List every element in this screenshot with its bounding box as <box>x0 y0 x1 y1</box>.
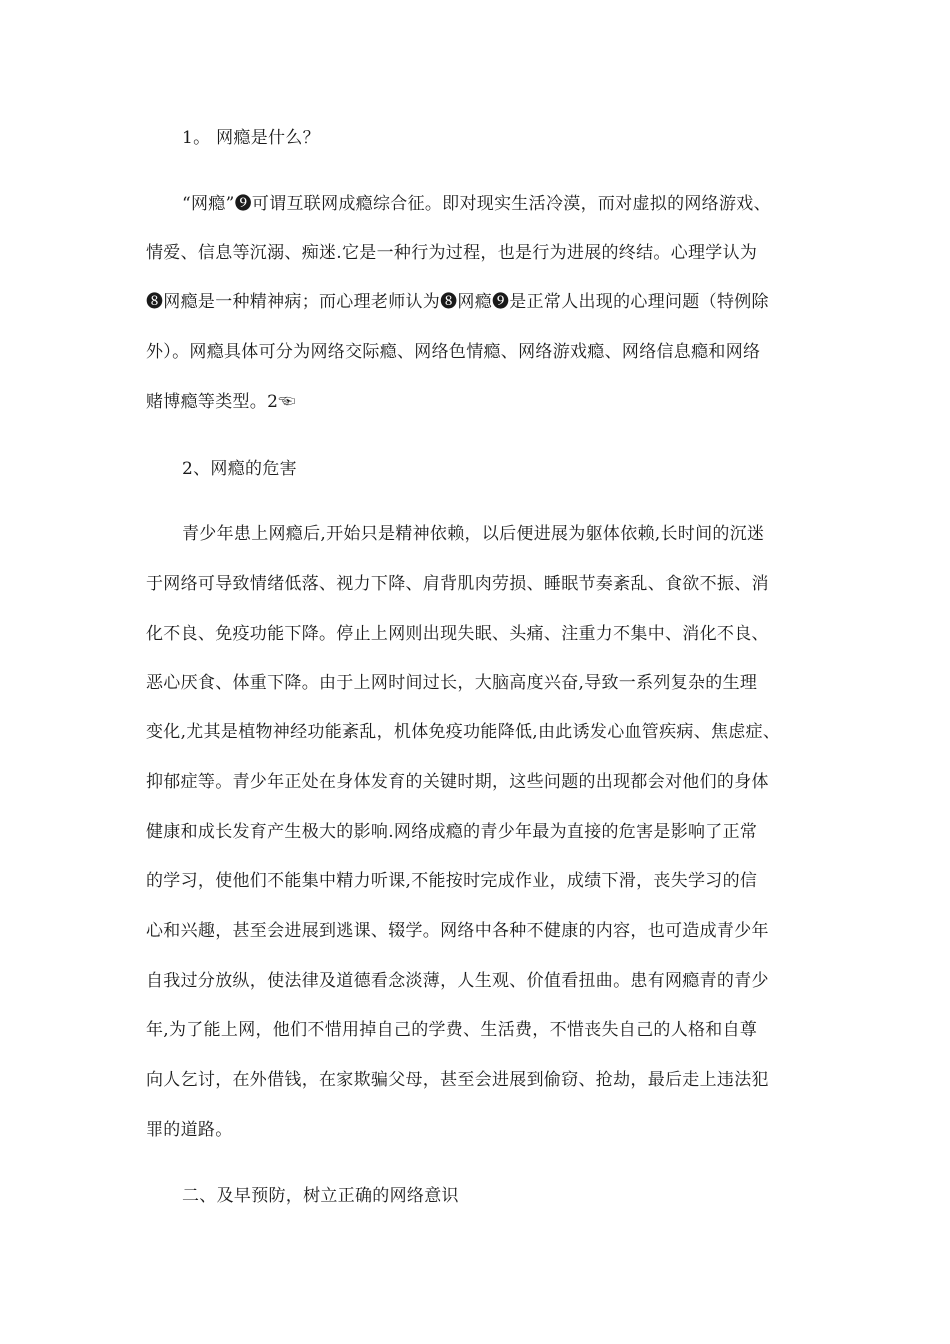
section-heading: 二、及早预防，树立正确的网络意识 <box>182 1186 459 1206</box>
paragraph-line: 自我过分放纵，使法律及道德看念淡薄，人生观、价值看扭曲。患有网瘾青的青少 <box>146 971 769 991</box>
paragraph-line: 赌博瘾等类型。2☜ <box>146 392 296 412</box>
paragraph-line: 于网络可导致情绪低落、视力下降、肩背肌肉劳损、睡眠节奏紊乱、食欲不振、消 <box>146 574 769 594</box>
paragraph-line: 化不良、免疫功能下降。停止上网则出现失眠、头痛、注重力不集中、消化不良、 <box>146 624 769 644</box>
paragraph-line: 健康和成长发育产生极大的影响.网络成瘾的青少年最为直接的危害是影响了正常 <box>146 822 758 842</box>
paragraph-line: 外）。网瘾具体可分为网络交际瘾、网络色情瘾、网络游戏瘾、网络信息瘾和网络 <box>146 342 761 362</box>
paragraph-line: 情爱、信息等沉溺、痴迷.它是一种行为过程，也是行为进展的终结。心理学认为 <box>146 243 758 263</box>
paragraph-line: 向人乞讨，在外借钱，在家欺骗父母，甚至会进展到偷窃、抢劫，最后走上违法犯 <box>146 1070 769 1090</box>
paragraph-line: 心和兴趣，甚至会进展到逃课、辍学。网络中各种不健康的内容，也可造成青少年 <box>146 921 769 941</box>
paragraph-line: 青少年患上网瘾后,开始只是精神依赖，以后便进展为躯体依赖,长时间的沉迷 <box>182 524 765 544</box>
paragraph-line: 的学习，使他们不能集中精力听课,不能按时完成作业，成绩下滑，丧失学习的信 <box>146 871 758 891</box>
paragraph-line: 抑郁症等。青少年正处在身体发育的关键时期，这些问题的出现都会对他们的身体 <box>146 772 769 792</box>
paragraph-line: 年,为了能上网，他们不惜用掉自己的学费、生活费，不惜丧失自己的人格和自尊 <box>146 1020 758 1040</box>
paragraph-line: “网瘾”❾可谓互联网成瘾综合征。即对现实生活冷漠，而对虚拟的网络游戏、 <box>182 194 771 214</box>
paragraph-line: ❽网瘾是一种精神病；而心理老师认为❽网瘾❾是正常人出现的心理问题（特例除 <box>146 292 769 312</box>
paragraph-line: 罪的道路。 <box>146 1120 233 1140</box>
section-heading: 2、网瘾的危害 <box>182 459 297 479</box>
paragraph-line: 恶心厌食、体重下降。由于上网时间过长，大脑高度兴奋,导致一系列复杂的生理 <box>146 673 758 693</box>
paragraph-line: 变化,尤其是植物神经功能紊乱，机体免疫功能降低,由此诱发心血管疾病、焦虑症、 <box>146 722 781 742</box>
section-heading: 1。 网瘾是什么？ <box>182 128 320 148</box>
